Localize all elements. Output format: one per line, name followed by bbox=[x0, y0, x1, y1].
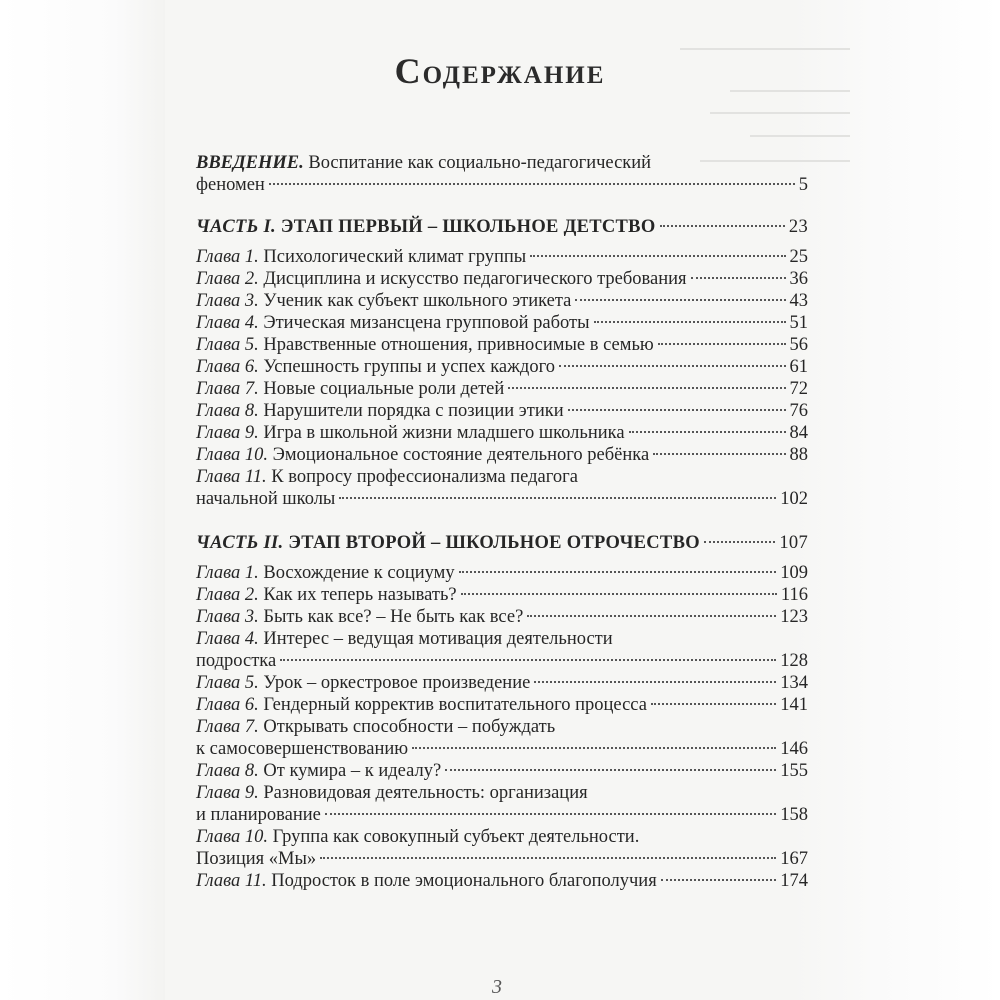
chapter-title: Урок – оркестровое произведение bbox=[263, 673, 531, 693]
chapter-page-number: 141 bbox=[780, 695, 808, 715]
toc-chapter bbox=[196, 606, 808, 628]
part-1-title: ЭТАП ПЕРВЫЙ – ШКОЛЬНОЕ ДЕТСТВО bbox=[280, 217, 656, 237]
chapter-label: Глава 3. bbox=[196, 607, 259, 627]
chapter-page-number: 25 bbox=[789, 247, 808, 267]
chapter-label: Глава 6. bbox=[196, 357, 259, 377]
part-1-label: ЧАСТЬ I. bbox=[196, 217, 276, 237]
chapter-label: Глава 3. bbox=[196, 291, 259, 311]
chapter-label: Глава 8. bbox=[196, 401, 259, 421]
dot-leader bbox=[269, 183, 795, 185]
dot-leader bbox=[568, 409, 786, 411]
table-of-contents bbox=[196, 152, 808, 892]
toc-chapter bbox=[196, 246, 808, 268]
dot-leader bbox=[651, 703, 776, 705]
chapter-label: Глава 10. bbox=[196, 445, 268, 465]
chapter-title: Восхождение к социуму bbox=[263, 563, 455, 583]
dot-leader bbox=[527, 615, 776, 617]
toc-chapter bbox=[196, 584, 808, 606]
chapter-title: Нравственные отношения, привносимые в семью bbox=[263, 335, 654, 355]
chapter-title: Новые социальные роли детей bbox=[263, 379, 505, 399]
chapter-label: Глава 2. bbox=[196, 269, 259, 289]
chapter-page-number: 84 bbox=[789, 423, 808, 443]
toc-entry-intro bbox=[196, 152, 808, 196]
intro-page-number: 5 bbox=[798, 175, 808, 195]
chapter-title-cont: Позиция «Мы» bbox=[196, 849, 317, 869]
chapter-label: Глава 10. bbox=[196, 827, 268, 847]
chapter-page-number: 61 bbox=[789, 357, 808, 377]
chapter-title-cont: начальной школы bbox=[196, 489, 336, 509]
chapter-page-number: 128 bbox=[780, 651, 808, 671]
page-title: Содержание bbox=[394, 51, 606, 92]
chapter-title: К вопросу профессионализма педагога bbox=[271, 467, 578, 487]
chapter-page-number: 158 bbox=[780, 805, 808, 825]
chapter-title-cont: подростка bbox=[196, 651, 277, 671]
chapter-title: Группа как совокупный субъект деятельности. bbox=[272, 827, 640, 847]
dot-leader bbox=[280, 659, 776, 661]
toc-part-2 bbox=[196, 532, 808, 554]
part-2-title: ЭТАП ВТОРОЙ – ШКОЛЬНОЕ ОТРОЧЕСТВО bbox=[288, 533, 700, 553]
chapter-page-number: 76 bbox=[789, 401, 808, 421]
part-1-page-number: 23 bbox=[788, 217, 808, 237]
toc-chapter bbox=[196, 422, 808, 444]
chapter-title: Гендерный корректив воспитательного процесса bbox=[263, 695, 647, 715]
chapter-label: Глава 4. bbox=[196, 629, 259, 649]
intro-title-line1: Воспитание как социально-педагогический bbox=[308, 153, 652, 173]
chapter-label: Глава 2. bbox=[196, 585, 259, 605]
chapter-title: Дисциплина и искусство педагогического требования bbox=[263, 269, 687, 289]
toc-chapter bbox=[196, 782, 808, 826]
chapter-title: Успешность группы и успех каждого bbox=[263, 357, 555, 377]
dot-leader bbox=[653, 453, 785, 455]
chapter-label: Глава 7. bbox=[196, 379, 259, 399]
chapter-page-number: 102 bbox=[780, 489, 808, 509]
chapter-title-cont: к самосовершенствованию bbox=[196, 739, 409, 759]
dot-leader bbox=[658, 343, 786, 345]
chapter-page-number: 123 bbox=[780, 607, 808, 627]
dot-leader bbox=[575, 299, 785, 301]
chapter-page-number: 167 bbox=[780, 849, 808, 869]
chapter-title: Быть как все? – Не быть как все? bbox=[263, 607, 524, 627]
dot-leader bbox=[459, 571, 777, 573]
dot-leader bbox=[594, 321, 786, 323]
chapter-page-number: 134 bbox=[780, 673, 808, 693]
dot-leader bbox=[461, 593, 777, 595]
dot-leader bbox=[339, 497, 776, 499]
chapter-page-number: 109 bbox=[780, 563, 808, 583]
dot-leader bbox=[661, 879, 777, 881]
chapter-title: Этическая мизансцена групповой работы bbox=[263, 313, 590, 333]
chapter-title: Эмоциональное состояние деятельного ребёнка bbox=[272, 445, 650, 465]
chapter-label: Глава 11. bbox=[196, 467, 267, 487]
dot-leader bbox=[704, 541, 775, 543]
chapter-page-number: 36 bbox=[789, 269, 808, 289]
chapter-label: Глава 5. bbox=[196, 673, 259, 693]
chapter-label: Глава 9. bbox=[196, 423, 259, 443]
toc-chapter bbox=[196, 760, 808, 782]
chapter-title: Подросток в поле эмоционального благополучия bbox=[271, 871, 657, 891]
chapter-title-cont: и планирование bbox=[196, 805, 321, 825]
chapter-label: Глава 5. bbox=[196, 335, 259, 355]
dot-leader bbox=[534, 681, 776, 683]
toc-chapter bbox=[196, 628, 808, 672]
toc-chapter bbox=[196, 716, 808, 760]
toc-chapter bbox=[196, 694, 808, 716]
toc-chapter bbox=[196, 378, 808, 400]
chapter-page-number: 43 bbox=[789, 291, 808, 311]
page-edge-right bbox=[790, 0, 1000, 1000]
chapter-label: Глава 8. bbox=[196, 761, 259, 781]
chapter-label: Глава 1. bbox=[196, 563, 259, 583]
toc-chapter bbox=[196, 334, 808, 356]
chapter-title: Разновидовая деятельность: организация bbox=[263, 783, 588, 803]
chapter-title: Как их теперь называть? bbox=[263, 585, 457, 605]
page-edge-left bbox=[0, 0, 165, 1000]
toc-chapter bbox=[196, 672, 808, 694]
page-number: 3 bbox=[492, 976, 502, 998]
chapter-title: Игра в школьной жизни младшего школьника bbox=[263, 423, 625, 443]
chapter-page-number: 88 bbox=[789, 445, 808, 465]
part-2-label: ЧАСТЬ II. bbox=[196, 533, 284, 553]
chapter-label: Глава 9. bbox=[196, 783, 259, 803]
toc-chapter bbox=[196, 562, 808, 584]
toc-chapter bbox=[196, 290, 808, 312]
dot-leader bbox=[320, 857, 776, 859]
chapter-page-number: 116 bbox=[780, 585, 808, 605]
chapter-page-number: 56 bbox=[789, 335, 808, 355]
chapter-page-number: 174 bbox=[780, 871, 808, 891]
toc-part-1 bbox=[196, 216, 808, 238]
chapter-page-number: 51 bbox=[789, 313, 808, 333]
chapter-label: Глава 7. bbox=[196, 717, 259, 737]
toc-chapter bbox=[196, 870, 808, 892]
intro-title-line2: феномен bbox=[196, 175, 265, 195]
toc-chapter bbox=[196, 444, 808, 466]
chapter-title: Психологический климат группы bbox=[263, 247, 527, 267]
chapter-page-number: 72 bbox=[789, 379, 808, 399]
toc-chapter bbox=[196, 356, 808, 378]
chapter-label: Глава 4. bbox=[196, 313, 259, 333]
part-2-page-number: 107 bbox=[779, 533, 808, 553]
chapter-label: Глава 1. bbox=[196, 247, 259, 267]
dot-leader bbox=[660, 225, 785, 227]
dot-leader bbox=[325, 813, 776, 815]
toc-chapter bbox=[196, 466, 808, 510]
show-through-line bbox=[750, 135, 850, 137]
dot-leader bbox=[508, 387, 785, 389]
chapter-page-number: 146 bbox=[780, 739, 808, 759]
chapter-label: Глава 11. bbox=[196, 871, 267, 891]
dot-leader bbox=[530, 255, 785, 257]
chapter-title: От кумира – к идеалу? bbox=[263, 761, 442, 781]
toc-chapter bbox=[196, 312, 808, 334]
toc-chapter bbox=[196, 268, 808, 290]
toc-chapter bbox=[196, 400, 808, 422]
chapter-page-number: 155 bbox=[780, 761, 808, 781]
chapter-title: Открывать способности – побуждать bbox=[263, 717, 556, 737]
chapter-title: Интерес – ведущая мотивация деятельности bbox=[263, 629, 613, 649]
toc-chapter bbox=[196, 826, 808, 870]
dot-leader bbox=[629, 431, 786, 433]
intro-label: ВВЕДЕНИЕ. bbox=[196, 153, 304, 173]
show-through-line bbox=[710, 112, 850, 114]
dot-leader bbox=[412, 747, 776, 749]
dot-leader bbox=[445, 769, 776, 771]
dot-leader bbox=[691, 277, 786, 279]
chapter-title: Нарушители порядка с позиции этики bbox=[263, 401, 564, 421]
chapter-title: Ученик как субъект школьного этикета bbox=[263, 291, 572, 311]
dot-leader bbox=[559, 365, 786, 367]
chapter-label: Глава 6. bbox=[196, 695, 259, 715]
